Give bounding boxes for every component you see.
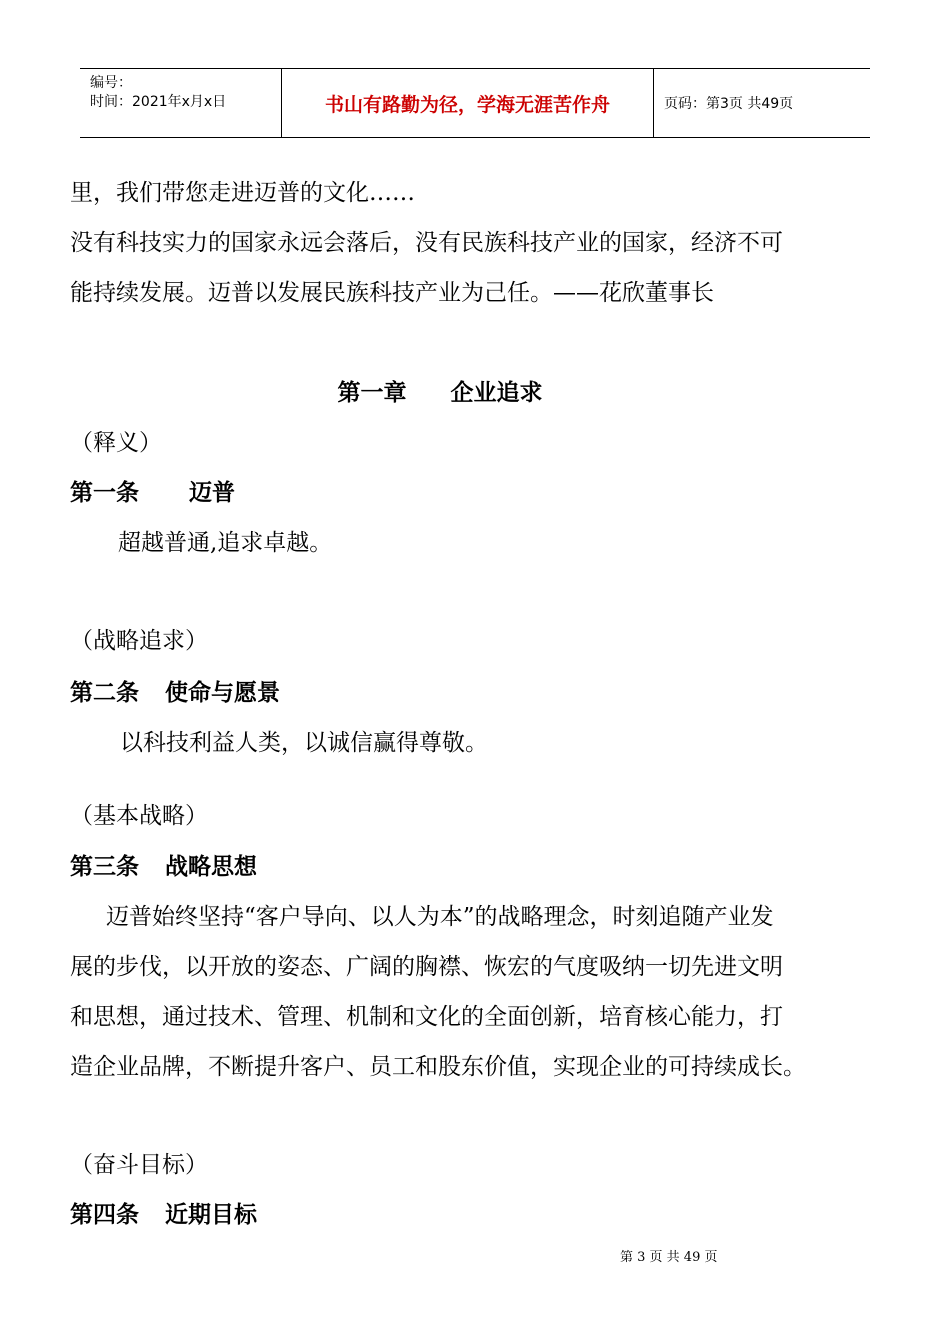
article-3-title: 战略思想 bbox=[165, 854, 257, 880]
article-3-heading bbox=[70, 852, 257, 882]
page-footer: 第 3 页 共 49 页 bbox=[620, 1250, 718, 1265]
section-note-2: （战略追求） bbox=[70, 628, 208, 654]
chapter-title: 企业追求 bbox=[450, 380, 543, 406]
section-note-1: （释义） bbox=[70, 430, 162, 456]
section-note-4: （奋斗目标） bbox=[70, 1152, 208, 1178]
article-2-number: 第二条 bbox=[70, 680, 139, 706]
article-3-number: 第三条 bbox=[70, 854, 139, 880]
header-slogan: 书山有路勤为径，学海无涯苦作舟 bbox=[282, 69, 654, 137]
article-4-heading bbox=[70, 1200, 257, 1230]
article-2-heading bbox=[70, 678, 280, 708]
article-2-title: 使命与愿景 bbox=[165, 680, 280, 706]
article-4-title: 近期目标 bbox=[165, 1202, 257, 1228]
intro-line-2: 没有科技实力的国家永远会落后，没有民族科技产业的国家，经济不可 bbox=[70, 230, 783, 256]
article-1-title: 迈普 bbox=[189, 480, 235, 506]
section-note-3: （基本战略） bbox=[70, 803, 208, 829]
header-time-label: 时间：2021年x月x日 bbox=[90, 94, 227, 110]
chapter-heading bbox=[0, 378, 880, 408]
article-2-text: 以科技利益人类，以诚信赢得尊敬。 bbox=[120, 730, 488, 756]
article-1-text: 超越普通,追求卓越。 bbox=[118, 530, 333, 556]
intro-line-3: 能持续发展。迈普以发展民族科技产业为己任。——花欣董事长 bbox=[70, 280, 714, 306]
article-1-heading bbox=[70, 478, 235, 508]
document-header bbox=[80, 68, 870, 138]
header-meta-cell bbox=[80, 69, 282, 137]
article-1-number: 第一条 bbox=[70, 480, 139, 506]
header-number-label: 编号： bbox=[90, 75, 132, 91]
article-3-line-3: 和思想，通过技术、管理、机制和文化的全面创新，培育核心能力，打 bbox=[70, 1004, 783, 1030]
article-3-line-1: 迈普始终坚持“客户导向、以人为本”的战略理念，时刻追随产业发 bbox=[106, 904, 774, 930]
header-page-info: 页码：第3页 共49页 bbox=[664, 96, 794, 112]
article-3-line-4: 造企业品牌，不断提升客户、员工和股东价值，实现企业的可持续成长。 bbox=[70, 1054, 806, 1080]
article-4-number: 第四条 bbox=[70, 1202, 139, 1228]
intro-line-1: 里，我们带您走进迈普的文化…… bbox=[70, 180, 415, 206]
article-3-line-2: 展的步伐，以开放的姿态、广阔的胸襟、恢宏的气度吸纳一切先进文明 bbox=[70, 954, 783, 980]
chapter-number: 第一章 bbox=[337, 380, 407, 406]
